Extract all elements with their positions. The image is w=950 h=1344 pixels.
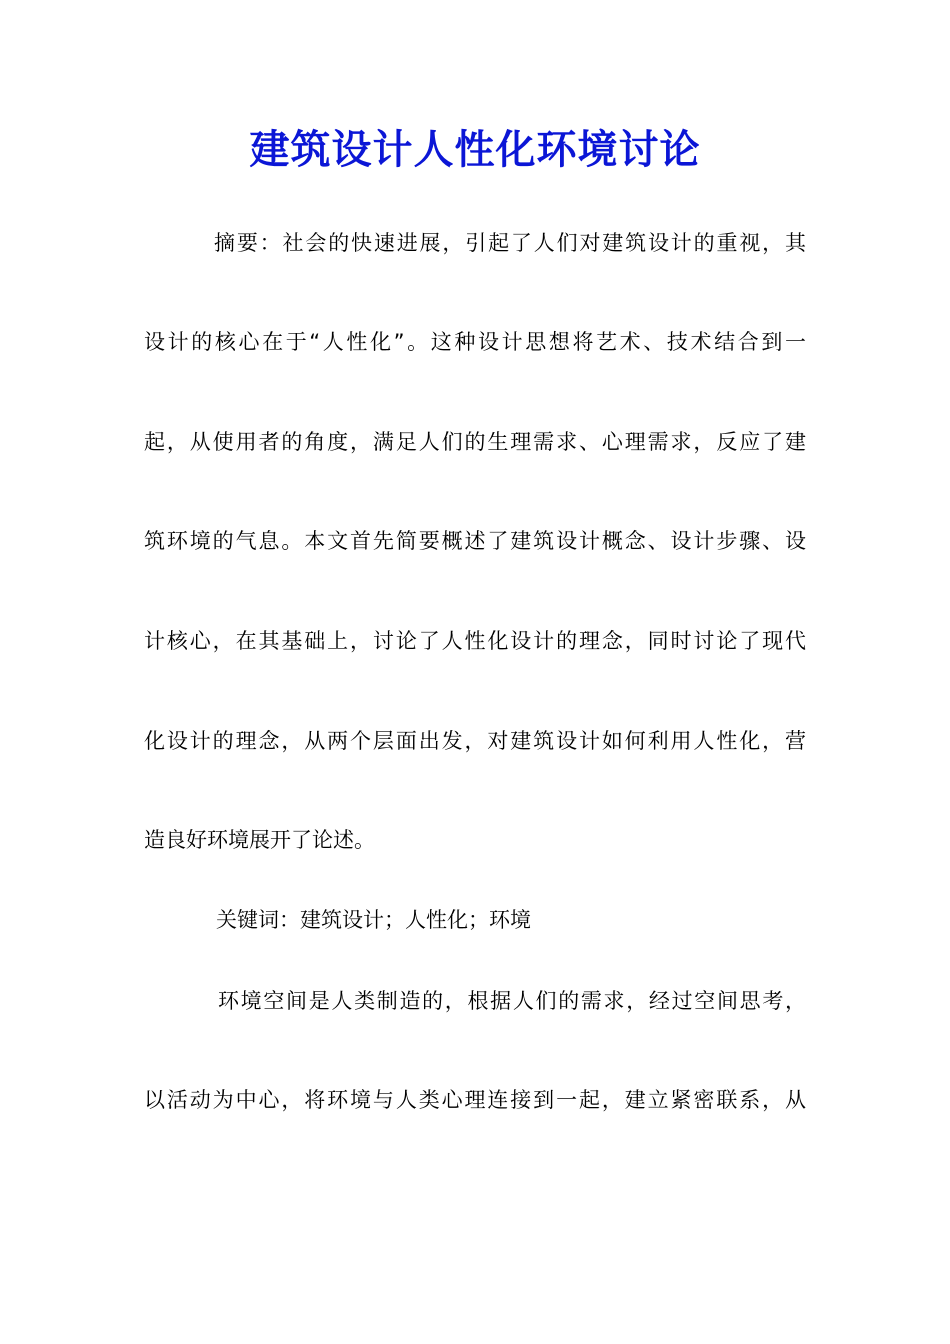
abstract-line-3: 起，从使用者的角度，满足人们的生理需求、心理需求，反应了建	[144, 430, 806, 454]
body-line-2: 以活动为中心，将环境与人类心理连接到一起，建立紧密联系，从	[144, 1088, 806, 1112]
abstract-line-1: 摘要：社会的快速进展，引起了人们对建筑设计的重视，其	[214, 231, 806, 255]
keywords-line: 关键词：建筑设计；人性化；环境	[216, 908, 531, 932]
document-title: 建筑设计人性化环境讨论	[249, 126, 701, 173]
abstract-line-4: 筑环境的气息。本文首先简要概述了建筑设计概念、设计步骤、设	[144, 529, 806, 553]
abstract-line-2: 设计的核心在于“人性化”。这种设计思想将艺术、技术结合到一	[144, 330, 806, 354]
abstract-line-7: 造良好环境展开了论述。	[144, 828, 375, 852]
body-line-1: 环境空间是人类制造的，根据人们的需求，经过空间思考，	[218, 989, 806, 1013]
abstract-line-6: 化设计的理念，从两个层面出发，对建筑设计如何利用人性化，营	[144, 729, 806, 753]
abstract-line-5: 计核心，在其基础上，讨论了人性化设计的理念，同时讨论了现代	[144, 629, 806, 653]
